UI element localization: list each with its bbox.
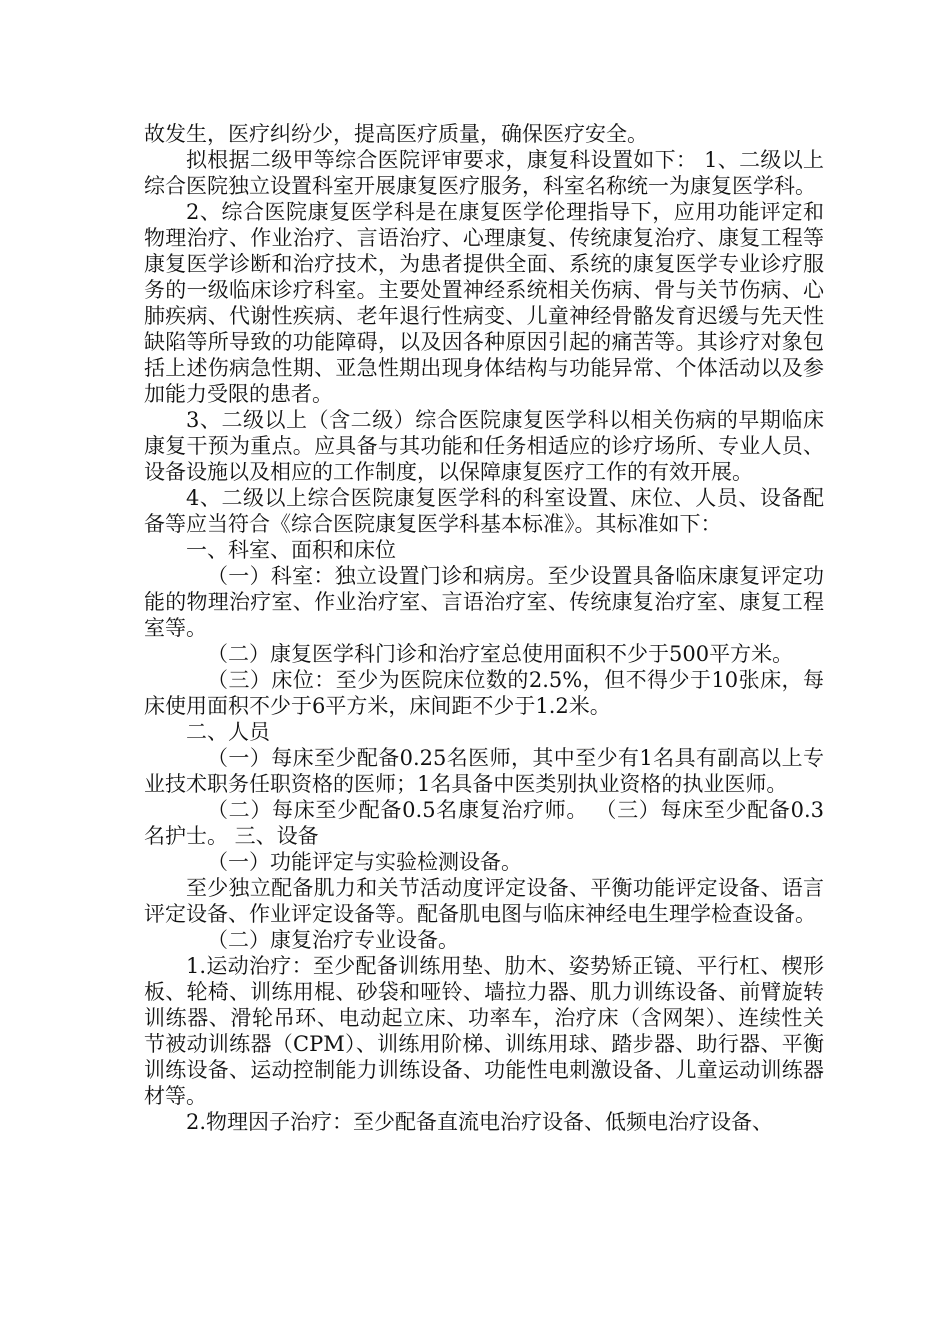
paragraph: 2、综合医院康复医学科是在康复医学伦理指导下，应用功能评定和物理治疗、作业治疗、言语治疗、心理康复、传统康复治疗、康复工程等康复医学诊断和治疗技术，为患者提供全面、系统的康复医学专业诊疗服务的一级临床诊疗科室。主要处置神经系统相关伤病、骨与关节伤病、心肺疾病、代谢性疾病、老年退行性病变、儿童神经骨骼发育迟缓与先天性缺陷等所导致的功能障碍，以及因各种原因引起的痛苦等。其诊疗对象包括上述伤病急性期、亚急性期出现身体结构与功能异常、个体活动以及参加能力受限的患者。 bbox=[144, 200, 824, 406]
paragraph: 1.运动治疗：至少配备训练用垫、肋木、姿势矫正镜、平行杠、楔形板、轮椅、训练用棍、砂袋和哑铃、墙拉力器、肌力训练设备、前臂旋转训练器、滑轮吊环、电动起立床、功率车，治疗床（含网架）、连续性关节被动训练器（CPM）、训练用阶梯、训练用球、踏步器、助行器、平衡训练设备、运动控制能力训练设备、功能性电刺激设备、儿童运动训练器材等。 bbox=[144, 954, 824, 1108]
paragraph: （三）床位：至少为医院床位数的2.5%，但不得少于10张床，每床使用面积不少于6平方米，床间距不少于1.2米。 bbox=[144, 668, 824, 718]
document-page bbox=[144, 121, 824, 1135]
paragraph: 至少独立配备肌力和关节活动度评定设备、平衡功能评定设备、语言评定设备、作业评定设备等。配备肌电图与临床神经电生理学检查设备。 bbox=[144, 876, 824, 926]
paragraph: （二）康复医学科门诊和治疗室总使用面积不少于500平方米。 bbox=[207, 642, 794, 666]
paragraph: （一）科室：独立设置门诊和病房。至少设置具备临床康复评定功能的物理治疗室、作业治疗室、言语治疗室、传统康复治疗室、康复工程室等。 bbox=[144, 564, 824, 640]
section-heading: 一、科室、面积和床位 bbox=[186, 538, 396, 562]
paragraph: （一）每床至少配备0.25名医师，其中至少有1名具有副高以上专业技术职务任职资格的医师；1名具备中医类别执业资格的执业医师。 bbox=[144, 746, 824, 796]
paragraph: 拟根据二级甲等综合医院评审要求，康复科设置如下： 1、二级以上综合医院独立设置科室开展康复医疗服务，科室名称统一为康复医学科。 bbox=[144, 148, 824, 198]
paragraph: （二）每床至少配备0.5名康复治疗师。 （三）每床至少配备0.3名护士。 三、设备 bbox=[144, 798, 824, 848]
paragraph: （二）康复治疗专业设备。 bbox=[207, 928, 459, 952]
paragraph: 2.物理因子治疗：至少配备直流电治疗设备、低频电治疗设备、 bbox=[186, 1110, 774, 1134]
section-heading: 二、人员 bbox=[186, 720, 270, 744]
paragraph: 故发生，医疗纠纷少，提高医疗质量，确保医疗安全。 bbox=[144, 122, 648, 146]
paragraph: 4、二级以上综合医院康复医学科的科室设置、床位、人员、设备配备等应当符合《综合医院康复医学科基本标准》。其标准如下： bbox=[144, 486, 824, 536]
paragraph: （一）功能评定与实验检测设备。 bbox=[207, 850, 522, 874]
paragraph: 3、二级以上（含二级）综合医院康复医学科以相关伤病的早期临床康复干预为重点。应具备与其功能和任务相适应的诊疗场所、专业人员、设备设施以及相应的工作制度，以保障康复医疗工作的有效开展。 bbox=[144, 408, 824, 484]
